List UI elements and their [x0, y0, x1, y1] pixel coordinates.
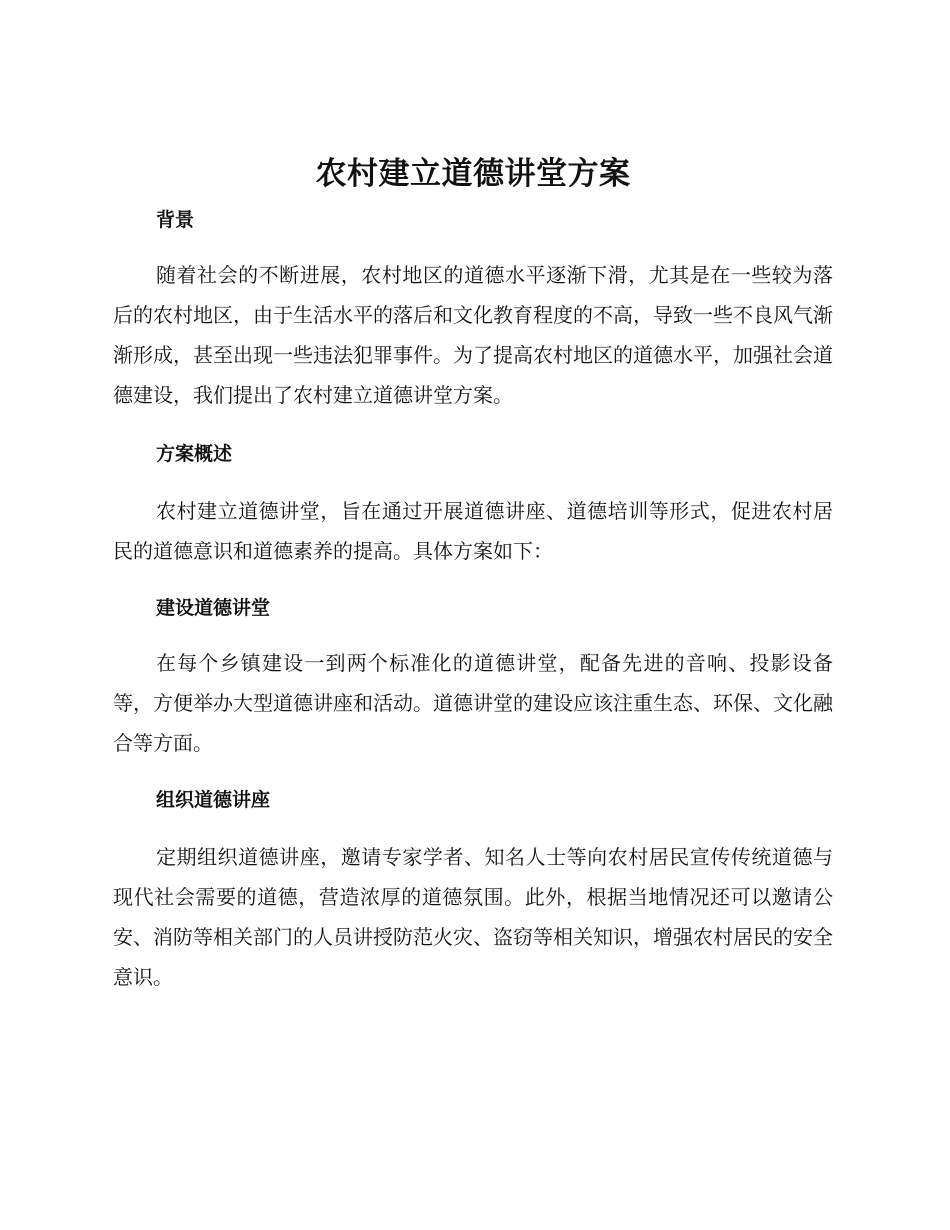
section-heading-organize-lectures: 组织道德讲座 [156, 789, 271, 811]
section-heading-background: 背景 [156, 209, 195, 231]
section-heading-build-lecture-hall: 建设道德讲堂 [156, 597, 271, 619]
section-paragraph-background: 随着社会的不断进展，农村地区的道德水平逐渐下滑，尤其是在一些较为落后的农村地区，由于生活水平的落后和文化教育程度的不高，导致一些不良风气渐渐形成，甚至出现一些违法犯罪事件。为了提高农村地区的道德水平，加强社会道德建设，我们提出了农村建立道德讲堂方案。 [113, 263, 833, 407]
section-paragraph-overview: 农村建立道德讲堂，旨在通过开展道德讲座、道德培训等形式，促进农村居民的道德意识和道德素养的提高。具体方案如下： [113, 499, 833, 563]
section-paragraph-build-lecture-hall: 在每个乡镇建设一到两个标准化的道德讲堂，配备先进的音响、投影设备等，方便举办大型道德讲座和活动。道德讲堂的建设应该注重生态、环保、文化融合等方面。 [113, 651, 833, 755]
section-heading-overview: 方案概述 [156, 443, 233, 465]
section-paragraph-organize-lectures: 定期组织道德讲座，邀请专家学者、知名人士等向农村居民宣传传统道德与现代社会需要的道德，营造浓厚的道德氛围。此外，根据当地情况还可以邀请公安、消防等相关部门的人员讲授防范火灾、盗窃等相关知识，增强农村居民的安全意识。 [113, 845, 833, 989]
document-title: 农村建立道德讲堂方案 [315, 156, 631, 192]
document-body [113, 148, 833, 997]
